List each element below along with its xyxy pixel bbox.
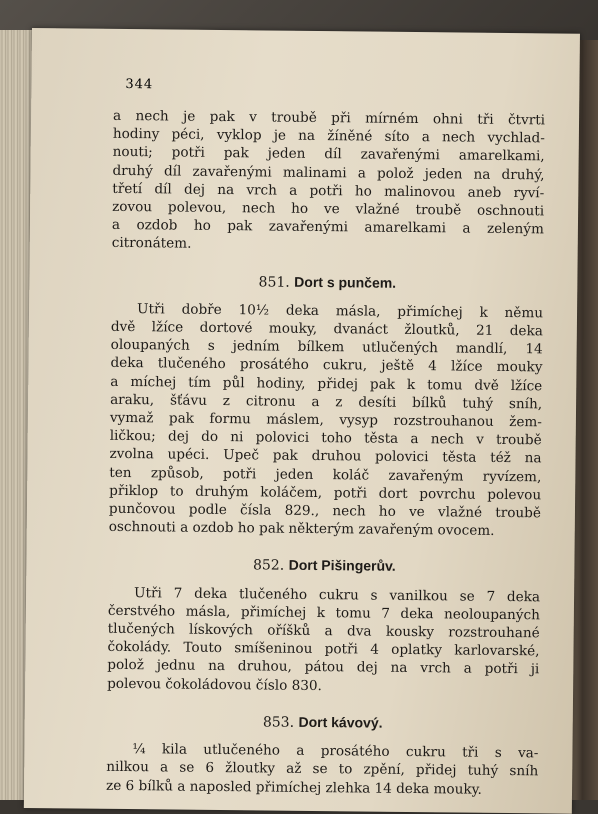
recipe-number: 852.	[252, 557, 285, 575]
text-line: vymaž pak formu máslem, vysyp rozstrouhanou žem-	[109, 409, 542, 431]
text-line: polevou čokoládovou číslo 830.	[107, 675, 322, 694]
text-line: přiklop to druhým koláčem, potři dort povrchu polevou	[109, 482, 542, 504]
text-line: čerstvého másla, přimíchej k tomu 7 deka neoloupaných	[107, 602, 540, 624]
text-line: citronátem.	[111, 235, 192, 253]
intro-paragraph	[112, 107, 546, 257]
text-line: deka tlučeného prosátého cukru, ještě 4 lžíce mouky	[110, 355, 543, 376]
text-line: čokolády. Touto smíšeninou potři 4 oplatky karlovarské,	[107, 639, 540, 660]
recipe-title: Dort Pišingerův.	[288, 557, 396, 575]
recipe-number: 853.	[262, 714, 295, 731]
text-line: hodiny péci, vyklop je na žíněné síto a nech vychlad-	[112, 126, 545, 147]
text-line: ličkou; dej do ni polovici toho těsta a nech v troubě	[109, 428, 542, 449]
page-number: 344	[125, 76, 154, 93]
book-page	[24, 28, 580, 814]
text-line: a míchej tím půl hodiny, přidej pak k tomu dvě lžíce	[110, 373, 543, 395]
text-line: druhý díl zavařenými malinami a polož jeden na druhý,	[112, 162, 545, 183]
text-line: tlučených lískových oříšků a dva kousky rozstrouhané	[107, 620, 540, 642]
text-line: zovou polevou, nech ho ve vlažné troubě oschnouti	[112, 198, 545, 220]
text-line: Utři dobře 10½ deka másla, přimíchej k němu	[136, 300, 544, 322]
recipe-title: Dort kávový.	[298, 713, 383, 731]
text-line: a nech je pak v troubě při mírném ohni tři čtvrti	[113, 107, 546, 129]
text-line: a ozdob ho pak zavařenými amarelkami a zeleným	[111, 217, 545, 238]
recipe-number: 851.	[258, 274, 290, 291]
text-line: ten způsob, potři jeden koláč zavařeným ryvízem,	[109, 464, 542, 486]
recipe-heading-853	[107, 711, 539, 735]
text-line: nilkou a se 6 žloutky až se to zpění, přidej tuhý sníh	[106, 759, 539, 780]
text-line: Utři 7 deka tlučeného cukru s vanilkou se 7 deka	[134, 584, 541, 606]
text-line: zvolna upéci. Upeč pak druhou polovici těsta též na	[109, 446, 542, 467]
recipe-text-851	[109, 300, 543, 541]
text-line: oloupaných s jedním bílkem utlučených mandlí, 14	[110, 337, 543, 358]
recipe-text-852	[107, 584, 540, 698]
recipe-title: Dort s punčem.	[294, 273, 397, 291]
text-line: araku, šťávu z citronu a z desíti bílků tuhý sníh,	[110, 391, 543, 413]
text-line: punčovou podle čísla 829., nech ho ve vlažné troubě	[108, 500, 542, 522]
recipe-text-853	[106, 740, 539, 799]
page-text	[106, 107, 545, 799]
recipe-heading-851	[111, 270, 543, 294]
text-line: ze 6 bílků a naposled přimíchej zlehka 14 deka mouky.	[105, 777, 482, 798]
text-line: polož jednu na druhou, pátou dej na vrch a potři ji	[107, 657, 540, 678]
text-line: nouti; potři pak jeden díl zavařenými amarelkami,	[112, 144, 545, 165]
recipe-heading-852	[108, 554, 540, 578]
text-line: ¼ kila utlučeného a prosátého cukru tři s va-	[132, 741, 539, 762]
text-line: oschnouti a ozdob ho pak některým zavařeným ovocem.	[108, 519, 495, 540]
text-line: třetí díl dej na vrch a potři ho malinovou aneb ryví-	[112, 180, 545, 202]
text-line: dvě lžíce dortové mouky, dvanáct žloutků, 21 deka	[110, 318, 543, 340]
